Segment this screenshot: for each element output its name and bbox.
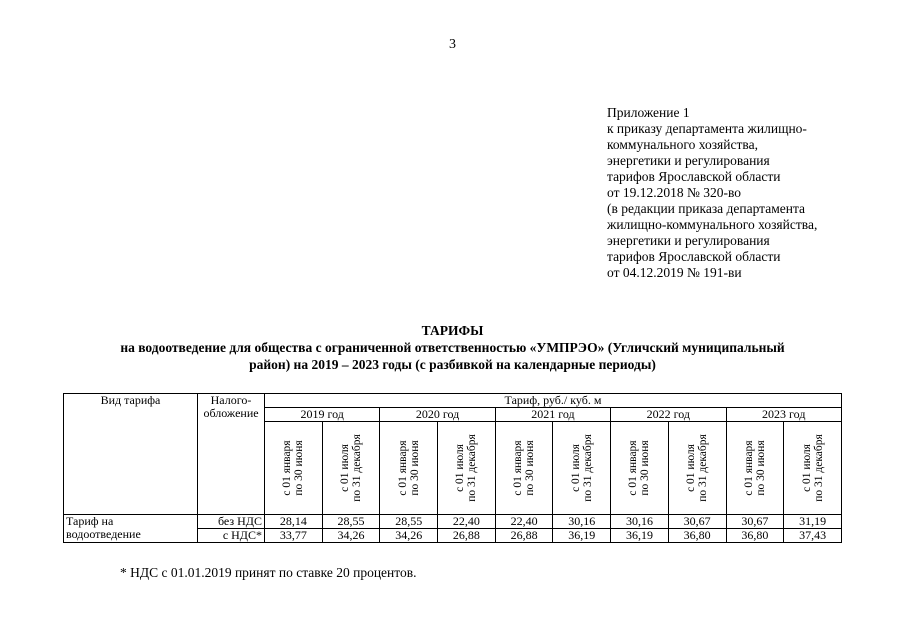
appendix-line: энергетики и регулирования [607,153,770,168]
header-tariff-type: Вид тарифа [64,394,198,515]
appendix-line: к приказу департамента жилищно- [607,121,807,136]
header-period: с 01 января по 30 июня [495,422,553,515]
header-period: с 01 июля по 31 декабря [668,422,726,515]
table-cell: 30,67 [726,515,784,529]
appendix-line: тарифов Ярославской области [607,249,781,264]
table-header-row [64,394,842,408]
appendix-line: от 19.12.2018 № 320-во [607,185,742,200]
table-cell: 33,77 [265,529,323,543]
table-cell: 30,16 [553,515,611,529]
header-period: с 01 января по 30 июня [380,422,438,515]
appendix-line: жилищно-коммунального хозяйства, [607,217,818,232]
header-year: 2023 год [726,408,842,422]
header-period: с 01 января по 30 июня [726,422,784,515]
footnote: * НДС с 01.01.2019 принят по ставке 20 процентов. [120,565,417,580]
appendix-line: от 04.12.2019 № 191-ви [607,265,742,280]
table-row [64,515,842,529]
table-cell: 22,40 [495,515,553,529]
header-period: с 01 июля по 31 декабря [438,422,496,515]
table-cell: 36,19 [553,529,611,543]
table-cell: 36,80 [726,529,784,543]
table-cell: 28,55 [380,515,438,529]
header-taxation: Налого-обложение [198,394,265,515]
header-period: с 01 июля по 31 декабря [322,422,380,515]
appendix-line: тарифов Ярославской области [607,169,781,184]
page-number: 3 [449,37,456,52]
table-cell: 36,80 [668,529,726,543]
document-title [0,322,905,373]
header-tariff-unit: Тариф, руб./ куб. м [265,394,842,408]
table-cell: 34,26 [380,529,438,543]
row-tax-no-vat: без НДС [198,515,265,529]
title-subtitle-line: район) на 2019 – 2023 годы (с разбивкой на календарные периоды) [249,357,656,372]
header-year: 2022 год [611,408,726,422]
appendix-line: Приложение 1 [607,105,690,120]
table-cell: 37,43 [784,529,842,543]
appendix-block [607,105,817,281]
table-cell: 26,88 [438,529,496,543]
table-cell: 26,88 [495,529,553,543]
row-tax-with-vat: с НДС* [198,529,265,543]
table-cell: 34,26 [322,529,380,543]
header-year: 2019 год [265,408,380,422]
title-heading: ТАРИФЫ [421,323,484,338]
table-cell: 22,40 [438,515,496,529]
header-period: с 01 июля по 31 декабря [553,422,611,515]
header-period: с 01 июля по 31 декабря [784,422,842,515]
appendix-line: (в редакции приказа департамента [607,201,806,216]
table-cell: 30,16 [611,515,669,529]
header-period: с 01 января по 30 июня [611,422,669,515]
table-cell: 28,14 [265,515,323,529]
table-cell: 30,67 [668,515,726,529]
table-cell: 28,55 [322,515,380,529]
row-label-tariff: Тариф на водоотведение [64,515,198,543]
tariff-table [63,393,842,543]
header-period: с 01 января по 30 июня [265,422,323,515]
appendix-line: энергетики и регулирования [607,233,770,248]
table-cell: 31,19 [784,515,842,529]
header-year: 2021 год [495,408,610,422]
appendix-line: коммунального хозяйства, [607,137,758,152]
title-subtitle-line: на водоотведение для общества с ограниченной ответственностью «УМПРЭО» (Угличский муниципальный [120,340,785,355]
table-cell: 36,19 [611,529,669,543]
header-year: 2020 год [380,408,495,422]
